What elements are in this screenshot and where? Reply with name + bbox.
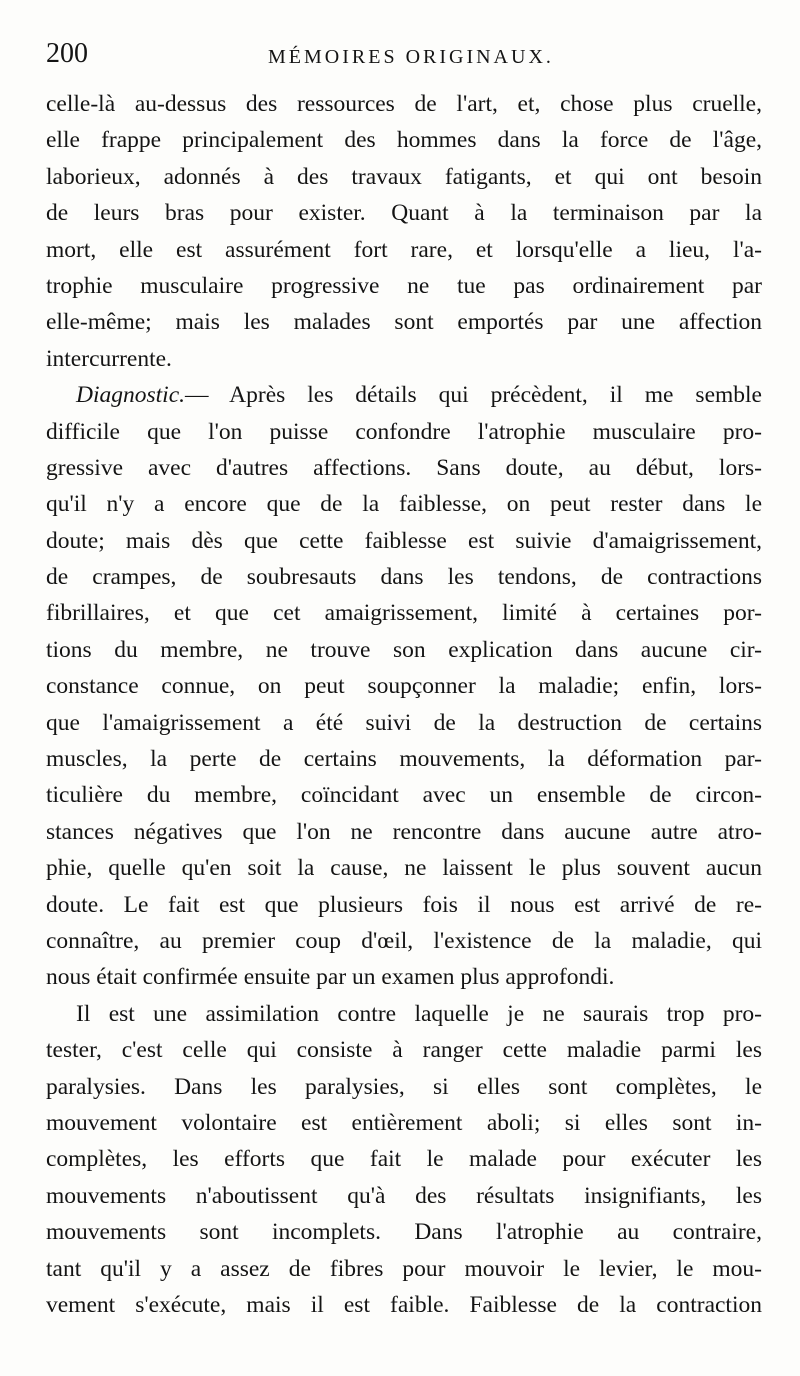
text-line: mort, elle est assurément fort rare, et lorsqu'elle a lieu, l'a-: [46, 236, 762, 263]
text-line: muscles, la perte de certains mouvements, la déformation par-: [46, 746, 762, 773]
text-line: trophie musculaire progressive ne tue pas ordinairement par: [46, 272, 762, 299]
text-line: elle-même; mais les malades sont emportés par une affection: [46, 309, 762, 336]
text-line: difficile que l'on puisse confondre l'atrophie musculaire pro-: [46, 418, 762, 445]
text-line: tester, c'est celle qui consiste à ranger cette maladie parmi les: [46, 1037, 762, 1064]
text-line: mouvements n'aboutissent qu'à des résultats insignifiants, les: [46, 1182, 762, 1209]
text-line: Il est une assimilation contre laquelle je ne saurais trop pro-: [76, 1000, 762, 1027]
running-head: [46, 38, 758, 78]
text-line: elle frappe principalement des hommes dans la force de l'âge,: [46, 127, 762, 154]
text-line: laborieux, adonnés à des travaux fatigants, et qui ont besoin: [46, 163, 762, 190]
text-line: stances négatives que l'on ne rencontre dans aucune autre atro-: [46, 818, 762, 845]
text-line: fibrillaires, et que cet amaigrissement, limité à certaines por-: [46, 600, 762, 627]
text-line: connaître, au premier coup d'œil, l'existence de la maladie, qui: [46, 927, 762, 954]
body-text: [46, 86, 762, 1323]
text-line: que l'amaigrissement a été suivi de la destruction de certains: [46, 709, 762, 736]
text-line: de crampes, de soubresauts dans les tendons, de contractions: [46, 564, 762, 591]
text-line: vement s'exécute, mais il est faible. Faiblesse de la contraction: [46, 1291, 762, 1318]
text-line: mouvements sont incomplets. Dans l'atrophie au contraire,: [46, 1219, 762, 1246]
text-line: paralysies. Dans les paralysies, si elles sont complètes, le: [46, 1073, 762, 1100]
text-line: de leurs bras pour exister. Quant à la terminaison par la: [46, 200, 762, 227]
running-title: MÉMOIRES ORIGINAUX.: [268, 46, 554, 68]
diagnostic-heading: Diagnostic.: [76, 382, 186, 409]
text-line: mouvement volontaire est entièrement aboli; si elles sont in-: [46, 1109, 762, 1136]
text-line: complètes, les efforts que fait le malade pour exécuter les: [46, 1146, 762, 1173]
text-line: phie, quelle qu'en soit la cause, ne laissent le plus souvent aucun: [46, 855, 762, 882]
text-line: nous était confirmée ensuite par un examen plus approfondi.: [46, 964, 615, 991]
text-line: qu'il n'y a encore que de la faiblesse, on peut rester dans le: [46, 491, 762, 518]
page-number: 200: [46, 38, 88, 69]
text-line: constance connue, on peut soupçonner la maladie; enfin, lors-: [46, 673, 762, 700]
text-line: gressive avec d'autres affections. Sans doute, au début, lors-: [46, 454, 762, 481]
text-line: doute; mais dès que cette faiblesse est suivie d'amaigrissement,: [46, 527, 762, 554]
text-line: tions du membre, ne trouve son explication dans aucune cir-: [46, 636, 762, 663]
text-line: celle-là au-dessus des ressources de l'art, et, chose plus cruelle,: [46, 91, 762, 117]
text-line: doute. Le fait est que plusieurs fois il nous est arrivé de re-: [46, 891, 762, 918]
text-line: tant qu'il y a assez de fibres pour mouvoir le levier, le mou-: [46, 1255, 762, 1282]
text-line: intercurrente.: [46, 345, 172, 372]
diagnostic-text: — Après les détails qui précèdent, il me semble: [185, 382, 762, 409]
text-line-diagnostic: [46, 377, 762, 413]
text-line: ticulière du membre, coïncidant avec un ensemble de circon-: [46, 782, 762, 809]
